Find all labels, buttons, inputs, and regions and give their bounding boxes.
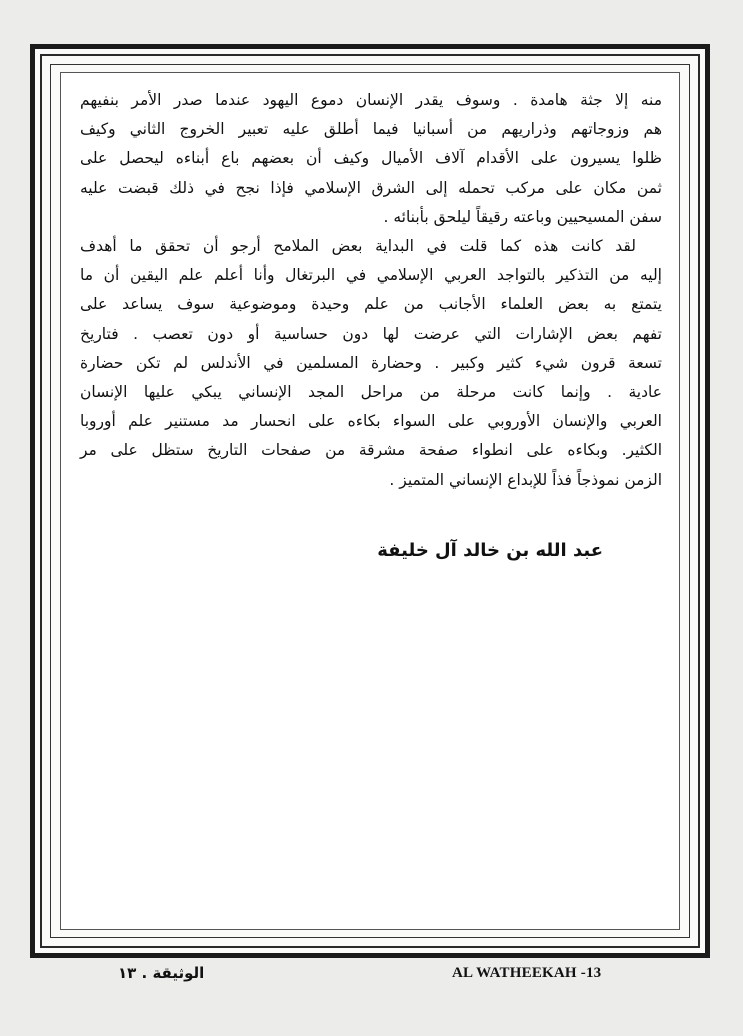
- author-signature: عبد الله بن خالد آل خليفة: [377, 540, 603, 561]
- text-line: تسعة قرون شيء كثير وكبير . وحضارة المسلمين في الأندلس لم تكن حضارة: [80, 353, 662, 372]
- text-line: الزمن نموذجاً فذاً للإبداع الإنساني المتميز .: [389, 470, 662, 489]
- page-footer: [0, 964, 743, 988]
- text-line: ظلوا يسيرون على الأقدام آلاف الأميال وكيف أن بعضهم باع أبناءه ليحصل على: [80, 149, 662, 168]
- footer-english-page-label: AL WATHEEKAH -13: [452, 965, 602, 981]
- footer-arabic-page-label: الوثيقة . ١٣: [118, 964, 205, 982]
- text-line: يتمتع به بعض العلماء الأجانب من علم وحيدة وموضوعية سوف يساعد على: [80, 295, 662, 314]
- text-line: لقد كانت هذه كما قلت في البداية بعض الملامح أرجو أن تحقق ما أهدف: [80, 237, 636, 256]
- text-line: منه إلا جثة هامدة . وسوف يقدر الإنسان دموع اليهود عندما صدر الأمر بنفيهم: [80, 91, 662, 109]
- paragraph-2: [80, 232, 662, 495]
- text-line: عادية . وإنما كانت مرحلة من مراحل المجد الإنساني يبكي عليها الإنسان: [80, 383, 662, 402]
- text-line: العربي والإنسان الأوروبي على السواء بكاءه على انحسار مد مستنير علم أوروبا: [80, 412, 662, 431]
- text-line: إليه من التذكير بالتواجد العربي الإسلامي في البرتغال وأنا أعلم علم اليقين أن ما: [80, 266, 662, 285]
- text-line: سفن المسيحيين وباعته رقيقاً ليلحق بأبنائه .: [383, 207, 662, 226]
- paragraph-1: [80, 86, 662, 232]
- text-line: ثمن مكان على مركب تحمله إلى الشرق الإسلامي فإذا نجح في ذلك قبضت عليه: [80, 178, 662, 197]
- text-line: هم وزوجاتهم وذراريهم من أسبانيا فيما أطلق عليه تعبير الخروج الثاني وكيف: [80, 120, 662, 139]
- article-body: [80, 86, 662, 495]
- text-line: تفهم بعض الإشارات التي عرضت لها دون حساسية أو دون تعصب . فتاريخ: [80, 324, 662, 343]
- text-line: الكثير. وبكاءه على انطواء صفحة مشرقة من صفحات التاريخ ستظل على مر: [80, 441, 662, 460]
